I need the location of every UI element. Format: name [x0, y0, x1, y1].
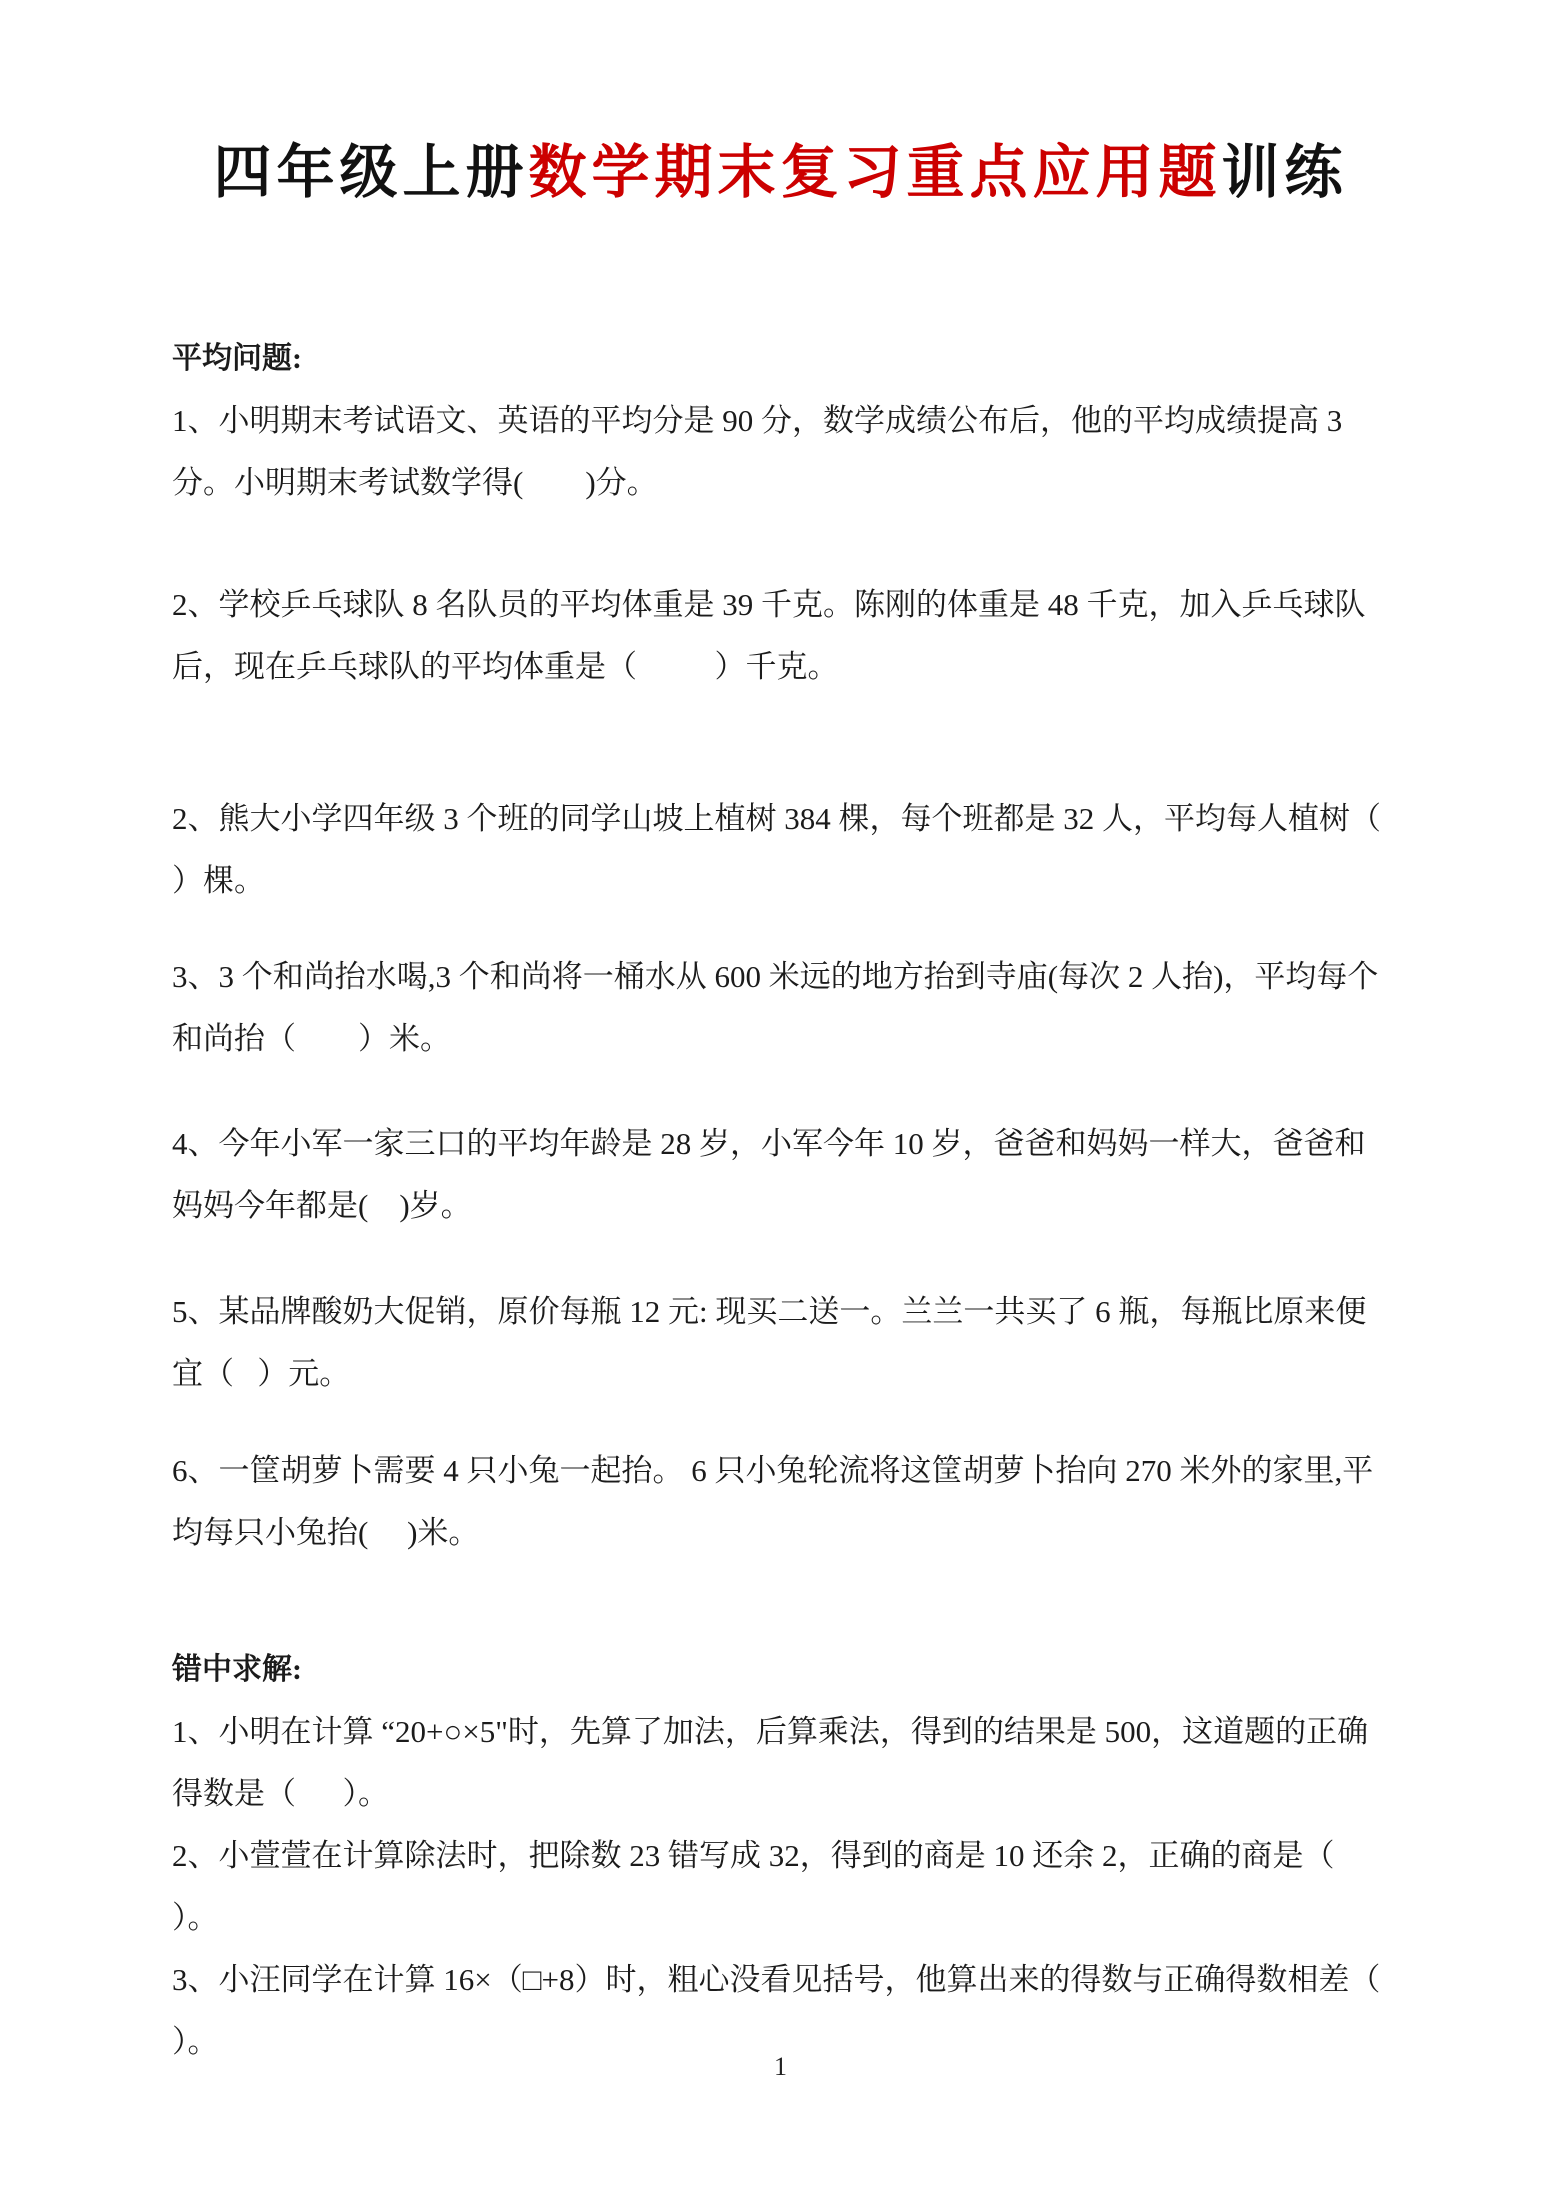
- question-avg-2b: 2、熊大小学四年级 3 个班的同学山坡上植树 384 棵，每个班都是 32 人，平均每人植树（ ）棵。: [172, 800, 1428, 898]
- title-segment-highlight: 数学期末复习重点应用题: [528, 140, 1222, 205]
- question-avg-3: 3、3 个和尚抬水喝,3 个和尚将一桶水从 600 米远的地方抬到寺庙(每次 2 人抬)，平均每个和尚抬（ ）米。: [172, 958, 1379, 1056]
- question-avg-1: 1、小明期末考试语文、英语的平均分是 90 分，数学成绩公布后，他的平均成绩提高 3 分。小明期末考试数学得( )分。: [172, 402, 1350, 500]
- question-error-3: 3、小汪同学在计算 16×（□+8）时，粗心没看见括号，他算出来的得数与正确得数相差（ ）。: [172, 1961, 1443, 2059]
- page-title: [0, 0, 1561, 208]
- page-number: 1: [774, 2052, 787, 2081]
- question-avg-4: 4、今年小军一家三口的平均年龄是 28 岁，小军今年 10 岁，爸爸和妈妈一样大，爸爸和妈妈今年都是( )岁。: [172, 1125, 1366, 1223]
- section-heading-solve-from-error: 错中求解:: [172, 1652, 302, 1686]
- question-avg-5: 5、某品牌酸奶大促销，原价每瓶 12 元: 现买二送一。兰兰一共买了 6 瓶，每瓶比原来便宜（ ）元。: [172, 1293, 1367, 1391]
- title-segment-grade: 四年级上册: [213, 140, 529, 205]
- question-avg-6: 6、一筐胡萝卜需要 4 只小兔一起抬。 6 只小兔轮流将这筐胡萝卜抬向 270 米外的家里,平均每只小兔抬( )米。: [172, 1452, 1374, 1550]
- worksheet-body: [0, 328, 1561, 2073]
- question-error-2: 2、小萱萱在计算除法时，把除数 23 错写成 32，得到的商是 10 还余 2，正确的商是（ ）。: [172, 1837, 1412, 1935]
- question-error-1: 1、小明在计算 “20+○×5"时，先算了加法，后算乘法，得到的结果是 500，这道题的正确得数是（ ）。: [172, 1713, 1369, 1811]
- section-heading-average-problems: 平均问题:: [172, 341, 302, 375]
- title-segment-suffix: 训练: [1221, 140, 1348, 205]
- question-avg-2: 2、学校乒乓球队 8 名队员的平均体重是 39 千克。陈刚的体重是 48 千克，加入乒乓球队后，现在乒乓球队的平均体重是（ ）千克。: [172, 586, 1366, 684]
